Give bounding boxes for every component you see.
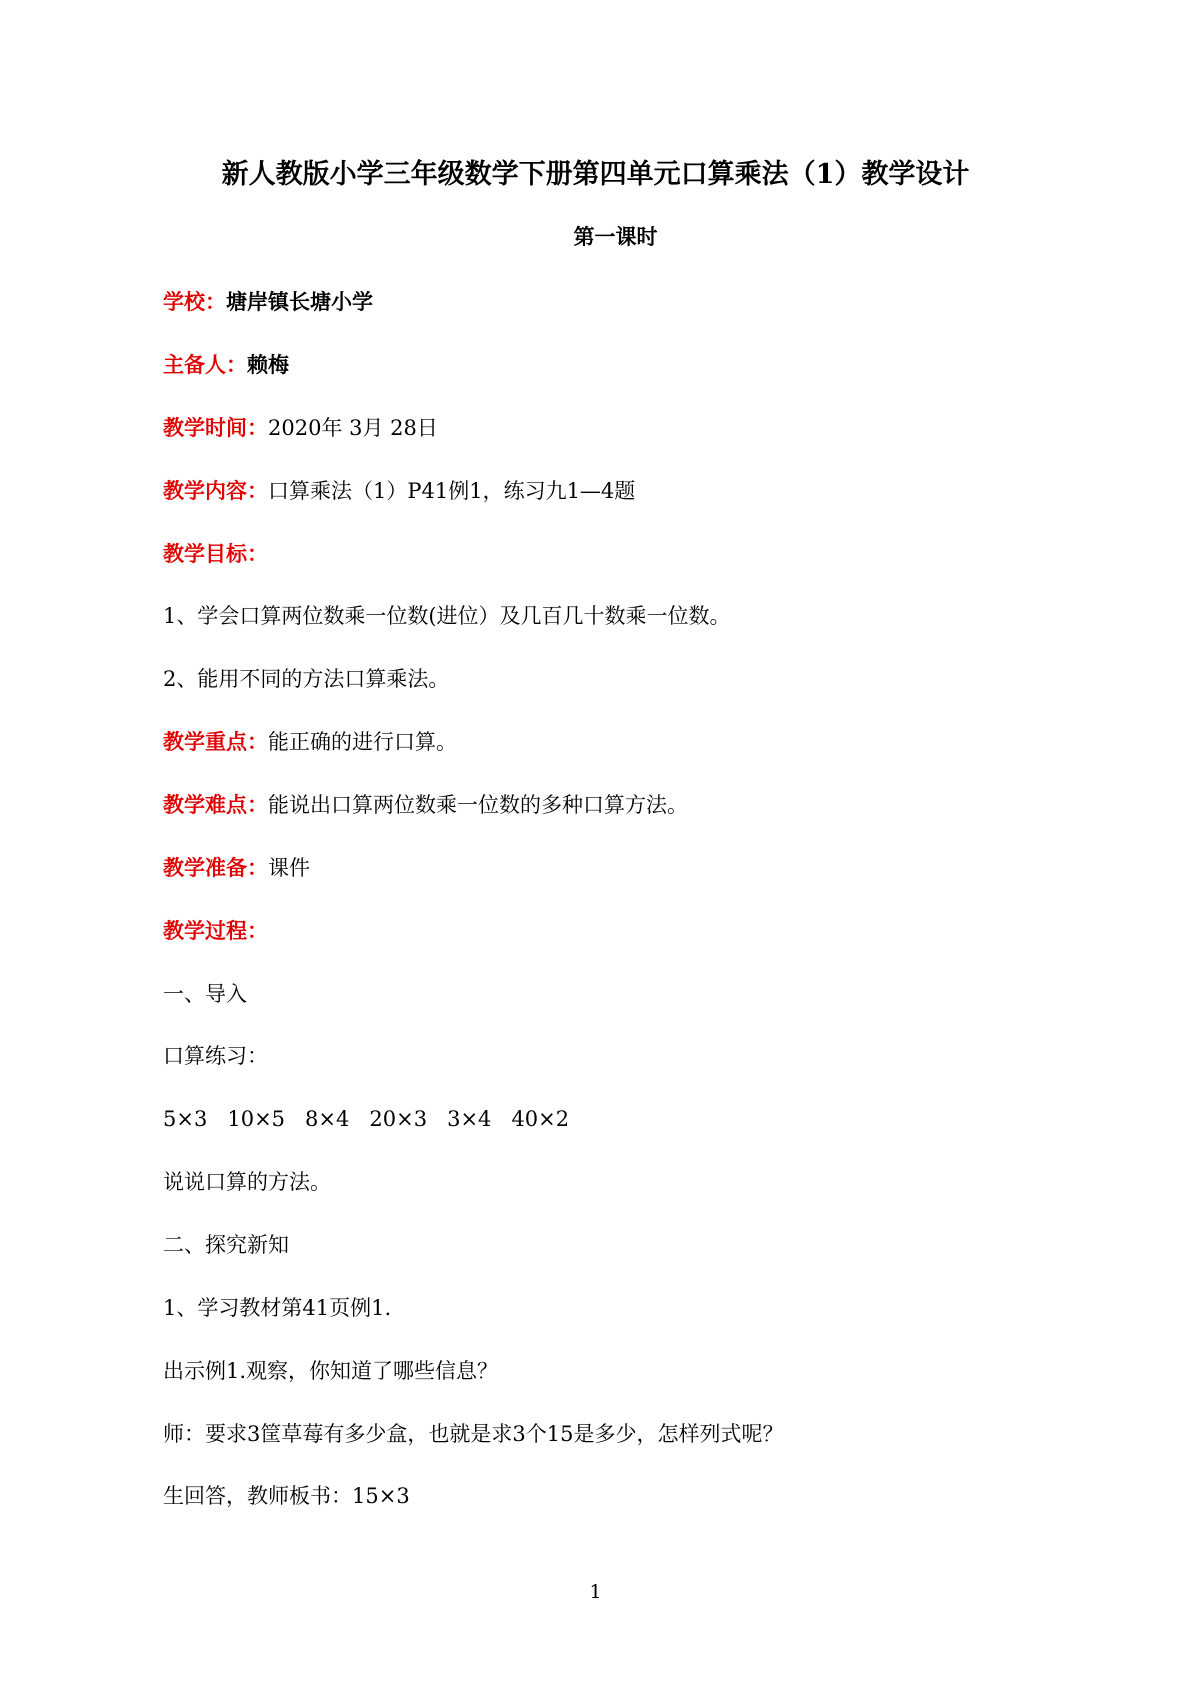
content-line [163, 475, 635, 507]
exercise-list: 5×3 10×5 8×4 20×3 3×4 40×2 [163, 1107, 570, 1131]
preparation-value: 课件 [268, 856, 310, 880]
school-line [163, 286, 373, 318]
school-value: 塘岸镇长塘小学 [226, 289, 373, 314]
goal-1: 1、学会口算两位数乘一位数(进位）及几百几十数乘一位数。 [163, 604, 731, 628]
preparation-line [163, 852, 310, 884]
goals-line [163, 538, 268, 570]
student-answer: 生回答，教师板书：15×3 [163, 1484, 410, 1508]
time-line [163, 412, 438, 444]
process-label: 教学过程： [163, 918, 268, 943]
section-2-heading: 二、探究新知 [163, 1233, 289, 1257]
time-label: 教学时间： [163, 415, 268, 440]
difficulty-label: 教学难点： [163, 792, 268, 817]
preparer-value: 赖梅 [247, 352, 289, 377]
difficulty-line [163, 789, 688, 821]
content-label: 教学内容： [163, 478, 268, 503]
document-title: 新人教版小学三年级数学下册第四单元口算乘法（1）教学设计 [221, 159, 970, 190]
preparer-line [163, 349, 289, 381]
difficulty-value: 能说出口算两位数乘一位数的多种口算方法。 [268, 793, 688, 817]
school-label: 学校： [163, 289, 226, 314]
study-1: 1、学习教材第41页例1. [163, 1296, 392, 1320]
teacher-question: 师：要求3筐草莓有多少盒，也就是求3个15是多少，怎样列式呢？ [163, 1422, 784, 1446]
section-1-heading: 一、导入 [163, 982, 247, 1006]
page-number: 1 [589, 1581, 602, 1603]
preparation-label: 教学准备： [163, 855, 268, 880]
document-subtitle: 第一课时 [573, 224, 658, 249]
oral-practice-label: 口算练习： [163, 1044, 268, 1068]
goal-2: 2、能用不同的方法口算乘法。 [163, 667, 450, 691]
preparer-label: 主备人： [163, 352, 247, 377]
time-value: 2020年 3月 28日 [268, 416, 438, 440]
process-line [163, 915, 268, 947]
content-value: 口算乘法（1）P41例1，练习九1—4题 [268, 479, 636, 503]
method-prompt: 说说口算的方法。 [163, 1170, 331, 1194]
observe-prompt: 出示例1.观察，你知道了哪些信息？ [163, 1359, 499, 1383]
goals-label: 教学目标： [163, 541, 268, 566]
key-point-line [163, 726, 457, 758]
key-point-value: 能正确的进行口算。 [268, 730, 457, 754]
key-point-label: 教学重点： [163, 729, 268, 754]
